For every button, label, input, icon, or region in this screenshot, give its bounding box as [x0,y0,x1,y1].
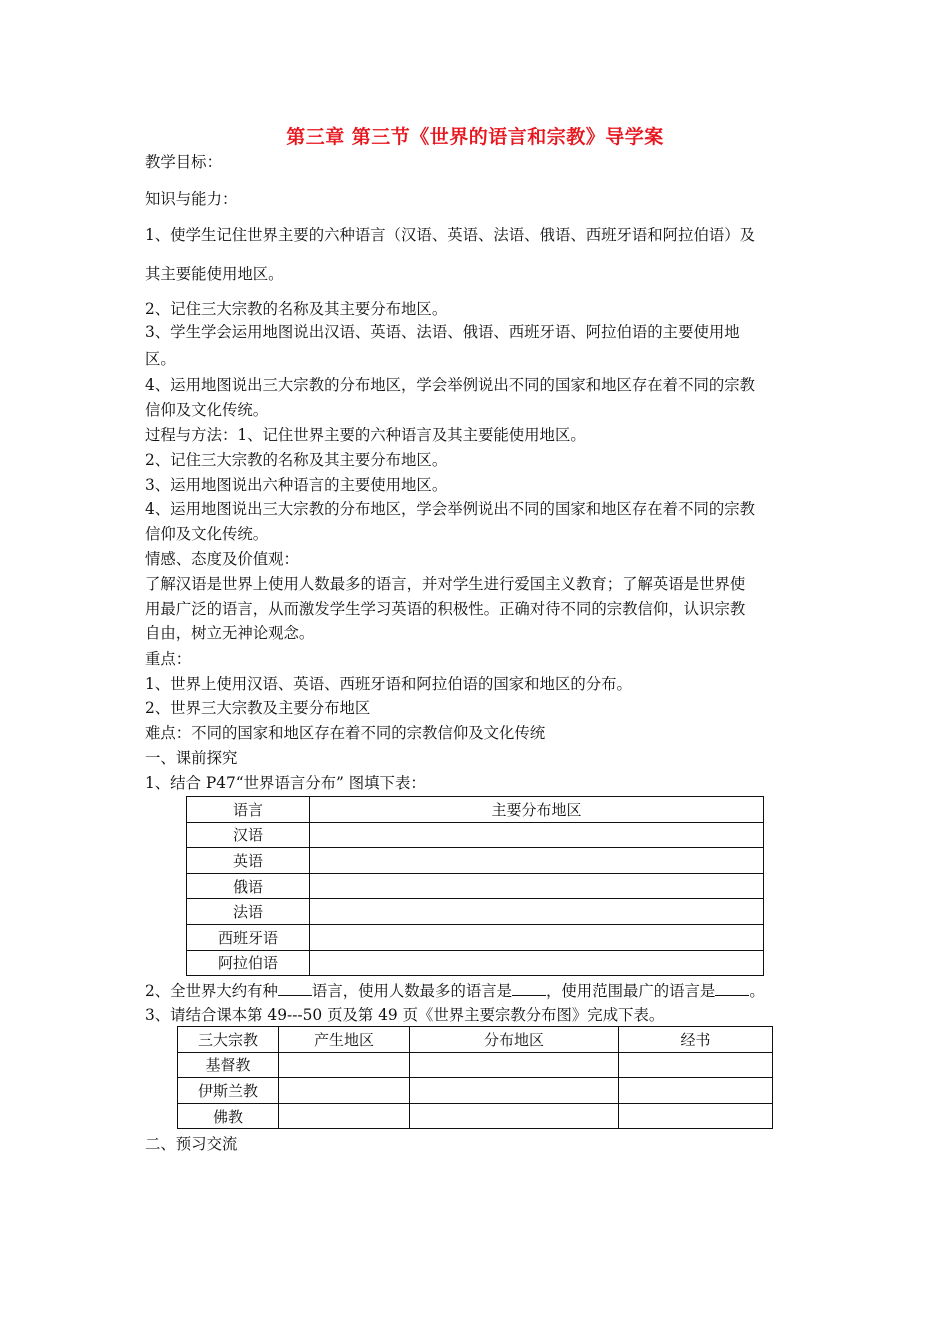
text-line: 教学目标： [145,153,222,171]
text-line: 信仰及文化传统。 [145,401,269,419]
table-header-cell: 主要分布地区 [310,797,764,823]
answer-cell[interactable] [310,899,764,925]
answer-cell[interactable] [410,1052,619,1078]
text-line: 3、运用地图说出六种语言的主要使用地区。 [145,476,448,494]
table-row [187,848,764,874]
table-row [178,1078,773,1104]
document-title: 第三章 第三节《世界的语言和宗教》导学案 [286,126,664,148]
language-cell: 西班牙语 [187,924,310,950]
language-cell: 阿拉伯语 [187,950,310,976]
answer-cell[interactable] [619,1052,773,1078]
answer-cell[interactable] [310,822,764,848]
text-line: 1、使学生记住世界主要的六种语言（汉语、英语、法语、俄语、西班牙语和阿拉伯语）及 [145,226,756,244]
table-row [187,924,764,950]
religion-cell: 伊斯兰教 [178,1078,279,1104]
q2-text: 。 [749,982,765,1000]
text-line: 2、记住三大宗教的名称及其主要分布地区。 [145,300,448,318]
table-row [178,1103,773,1129]
answer-cell[interactable] [310,924,764,950]
answer-cell[interactable] [279,1078,410,1104]
table-row [187,822,764,848]
fill-blank[interactable] [512,981,546,996]
answer-cell[interactable] [410,1078,619,1104]
text-line: 信仰及文化传统。 [145,525,269,543]
language-cell: 英语 [187,848,310,874]
table-header-cell: 三大宗教 [178,1027,279,1053]
table-row [187,950,764,976]
text-line: 2、记住三大宗教的名称及其主要分布地区。 [145,451,448,469]
answer-cell[interactable] [619,1103,773,1129]
text-line: 过程与方法：1、记住世界主要的六种语言及其主要能使用地区。 [145,426,586,444]
q2-text: 2、全世界大约有种 [145,982,278,1000]
table-header-cell: 经书 [619,1027,773,1053]
table-header-cell: 分布地区 [410,1027,619,1053]
religion-cell: 佛教 [178,1103,279,1129]
language-cell: 汉语 [187,822,310,848]
question-3: 3、请结合课本第 49---50 页及第 49 页《世界主要宗教分布图》完成下表。 [145,1006,665,1024]
section-heading: 二、预习交流 [145,1135,238,1153]
text-line: 重点： [145,650,192,668]
language-cell: 法语 [187,899,310,925]
text-line: 1、世界上使用汉语、英语、西班牙语和阿拉伯语的国家和地区的分布。 [145,675,632,693]
text-line: 用最广泛的语言，从而激发学生学习英语的积极性。正确对待不同的宗教信仰，认识宗教 [145,600,746,618]
text-line: 一、课前探究 [145,749,238,767]
text-line: 1、结合 P47“世界语言分布” 图填下表： [145,774,426,792]
text-line: 自由，树立无神论观念。 [145,624,315,642]
text-line: 4、运用地图说出三大宗教的分布地区，学会举例说出不同的国家和地区存在着不同的宗教 [145,500,756,518]
text-line: 了解汉语是世界上使用人数最多的语言，并对学生进行爱国主义教育；了解英语是世界使 [145,575,746,593]
answer-cell[interactable] [279,1103,410,1129]
text-line: 其主要能使用地区。 [145,265,284,283]
religion-cell: 基督教 [178,1052,279,1078]
table-header-row [178,1027,773,1053]
fill-blank[interactable] [715,981,749,996]
language-table [186,796,764,976]
table-header-cell: 语言 [187,797,310,823]
q2-text: 语言，使用人数最多的语言是 [311,982,513,1000]
answer-cell[interactable] [619,1078,773,1104]
text-line: 区。 [145,350,176,368]
text-line: 难点：不同的国家和地区存在着不同的宗教信仰及文化传统 [145,724,546,742]
table-row [178,1052,773,1078]
text-line: 3、学生学会运用地图说出汉语、英语、法语、俄语、西班牙语、阿拉伯语的主要使用地 [145,323,740,341]
text-line: 情感、态度及价值观： [145,550,299,568]
answer-cell[interactable] [410,1103,619,1129]
table-row [187,899,764,925]
table-header-row [187,797,764,823]
text-line: 4、运用地图说出三大宗教的分布地区，学会举例说出不同的国家和地区存在着不同的宗教 [145,376,756,394]
question-2 [145,981,765,1001]
religion-table [177,1026,773,1129]
text-line: 2、世界三大宗教及主要分布地区 [145,699,371,717]
answer-cell[interactable] [279,1052,410,1078]
text-line: 知识与能力： [145,190,238,208]
answer-cell[interactable] [310,873,764,899]
fill-blank[interactable] [278,981,312,996]
q2-text: ，使用范围最广的语言是 [546,982,716,1000]
answer-cell[interactable] [310,950,764,976]
answer-cell[interactable] [310,848,764,874]
table-row [187,873,764,899]
language-cell: 俄语 [187,873,310,899]
table-header-cell: 产生地区 [279,1027,410,1053]
